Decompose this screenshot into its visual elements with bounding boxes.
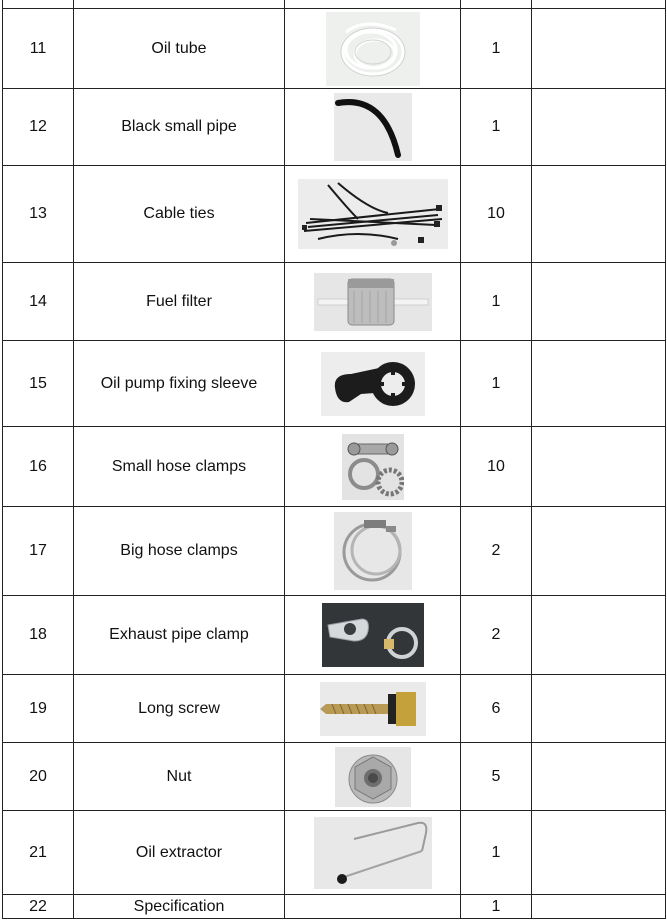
table-row — [3, 895, 666, 919]
item-number: 17 — [3, 507, 74, 596]
item-number: 18 — [3, 596, 74, 675]
table-row — [3, 166, 666, 263]
item-notes — [532, 895, 666, 919]
item-image-cell — [285, 811, 461, 895]
item-notes — [532, 675, 666, 743]
item-name: Exhaust pipe clamp — [74, 596, 285, 675]
item-name: Oil extractor — [74, 811, 285, 895]
item-name: Specification — [74, 895, 285, 919]
black-small-pipe-photo — [334, 93, 412, 161]
item-image-cell — [285, 507, 461, 596]
item-image-cell — [285, 0, 461, 9]
item-quantity: 1 — [461, 341, 532, 427]
item-image-cell — [285, 596, 461, 675]
item-notes — [532, 743, 666, 811]
item-image-cell — [285, 341, 461, 427]
parts-list-table — [2, 0, 666, 919]
table-row — [3, 9, 666, 89]
item-quantity: 1 — [461, 89, 532, 166]
item-name: Long screw — [74, 675, 285, 743]
item-image-cell — [285, 427, 461, 507]
oil-pump-fixing-sleeve-photo — [321, 352, 425, 416]
table-row — [3, 596, 666, 675]
item-number: 12 — [3, 89, 74, 166]
item-number: 14 — [3, 263, 74, 341]
item-notes — [532, 263, 666, 341]
table-row — [3, 0, 666, 9]
item-number: 22 — [3, 895, 74, 919]
item-number — [3, 0, 74, 9]
table-row — [3, 811, 666, 895]
item-quantity: 6 — [461, 675, 532, 743]
item-quantity — [461, 0, 532, 9]
item-image-cell — [285, 263, 461, 341]
table-row — [3, 743, 666, 811]
item-image-cell — [285, 743, 461, 811]
item-number: 16 — [3, 427, 74, 507]
oil-extractor-photo — [314, 817, 432, 889]
table-row — [3, 507, 666, 596]
small-hose-clamps-photo — [342, 434, 404, 500]
item-number: 19 — [3, 675, 74, 743]
item-notes — [532, 811, 666, 895]
item-image-cell — [285, 89, 461, 166]
table-row — [3, 89, 666, 166]
item-quantity: 10 — [461, 427, 532, 507]
long-screw-photo — [320, 682, 426, 736]
item-name — [74, 0, 285, 9]
item-number: 21 — [3, 811, 74, 895]
item-notes — [532, 0, 666, 9]
item-quantity: 10 — [461, 166, 532, 263]
table-row — [3, 427, 666, 507]
item-name: Black small pipe — [74, 89, 285, 166]
item-image-cell — [285, 895, 461, 919]
table-row — [3, 341, 666, 427]
item-notes — [532, 596, 666, 675]
item-name: Small hose clamps — [74, 427, 285, 507]
item-quantity: 1 — [461, 811, 532, 895]
item-name: Cable ties — [74, 166, 285, 263]
item-notes — [532, 9, 666, 89]
item-image-cell — [285, 166, 461, 263]
table-row — [3, 675, 666, 743]
item-quantity: 1 — [461, 895, 532, 919]
item-number: 20 — [3, 743, 74, 811]
item-quantity: 1 — [461, 9, 532, 89]
item-name: Big hose clamps — [74, 507, 285, 596]
item-quantity: 2 — [461, 507, 532, 596]
table-row — [3, 263, 666, 341]
item-name: Fuel filter — [74, 263, 285, 341]
item-notes — [532, 89, 666, 166]
big-hose-clamps-photo — [334, 512, 412, 590]
item-image-cell — [285, 9, 461, 89]
item-image-cell — [285, 675, 461, 743]
fuel-filter-photo — [314, 273, 432, 331]
item-number: 15 — [3, 341, 74, 427]
item-notes — [532, 507, 666, 596]
item-quantity: 5 — [461, 743, 532, 811]
item-name: Oil tube — [74, 9, 285, 89]
exhaust-pipe-clamp-photo — [322, 603, 424, 667]
cable-ties-photo — [298, 179, 448, 249]
item-quantity: 2 — [461, 596, 532, 675]
item-quantity: 1 — [461, 263, 532, 341]
item-notes — [532, 341, 666, 427]
item-notes — [532, 166, 666, 263]
nut-photo — [335, 747, 411, 807]
item-notes — [532, 427, 666, 507]
item-name: Oil pump fixing sleeve — [74, 341, 285, 427]
item-number: 13 — [3, 166, 74, 263]
item-name: Nut — [74, 743, 285, 811]
item-number: 11 — [3, 9, 74, 89]
oil-tube-photo — [326, 12, 420, 86]
